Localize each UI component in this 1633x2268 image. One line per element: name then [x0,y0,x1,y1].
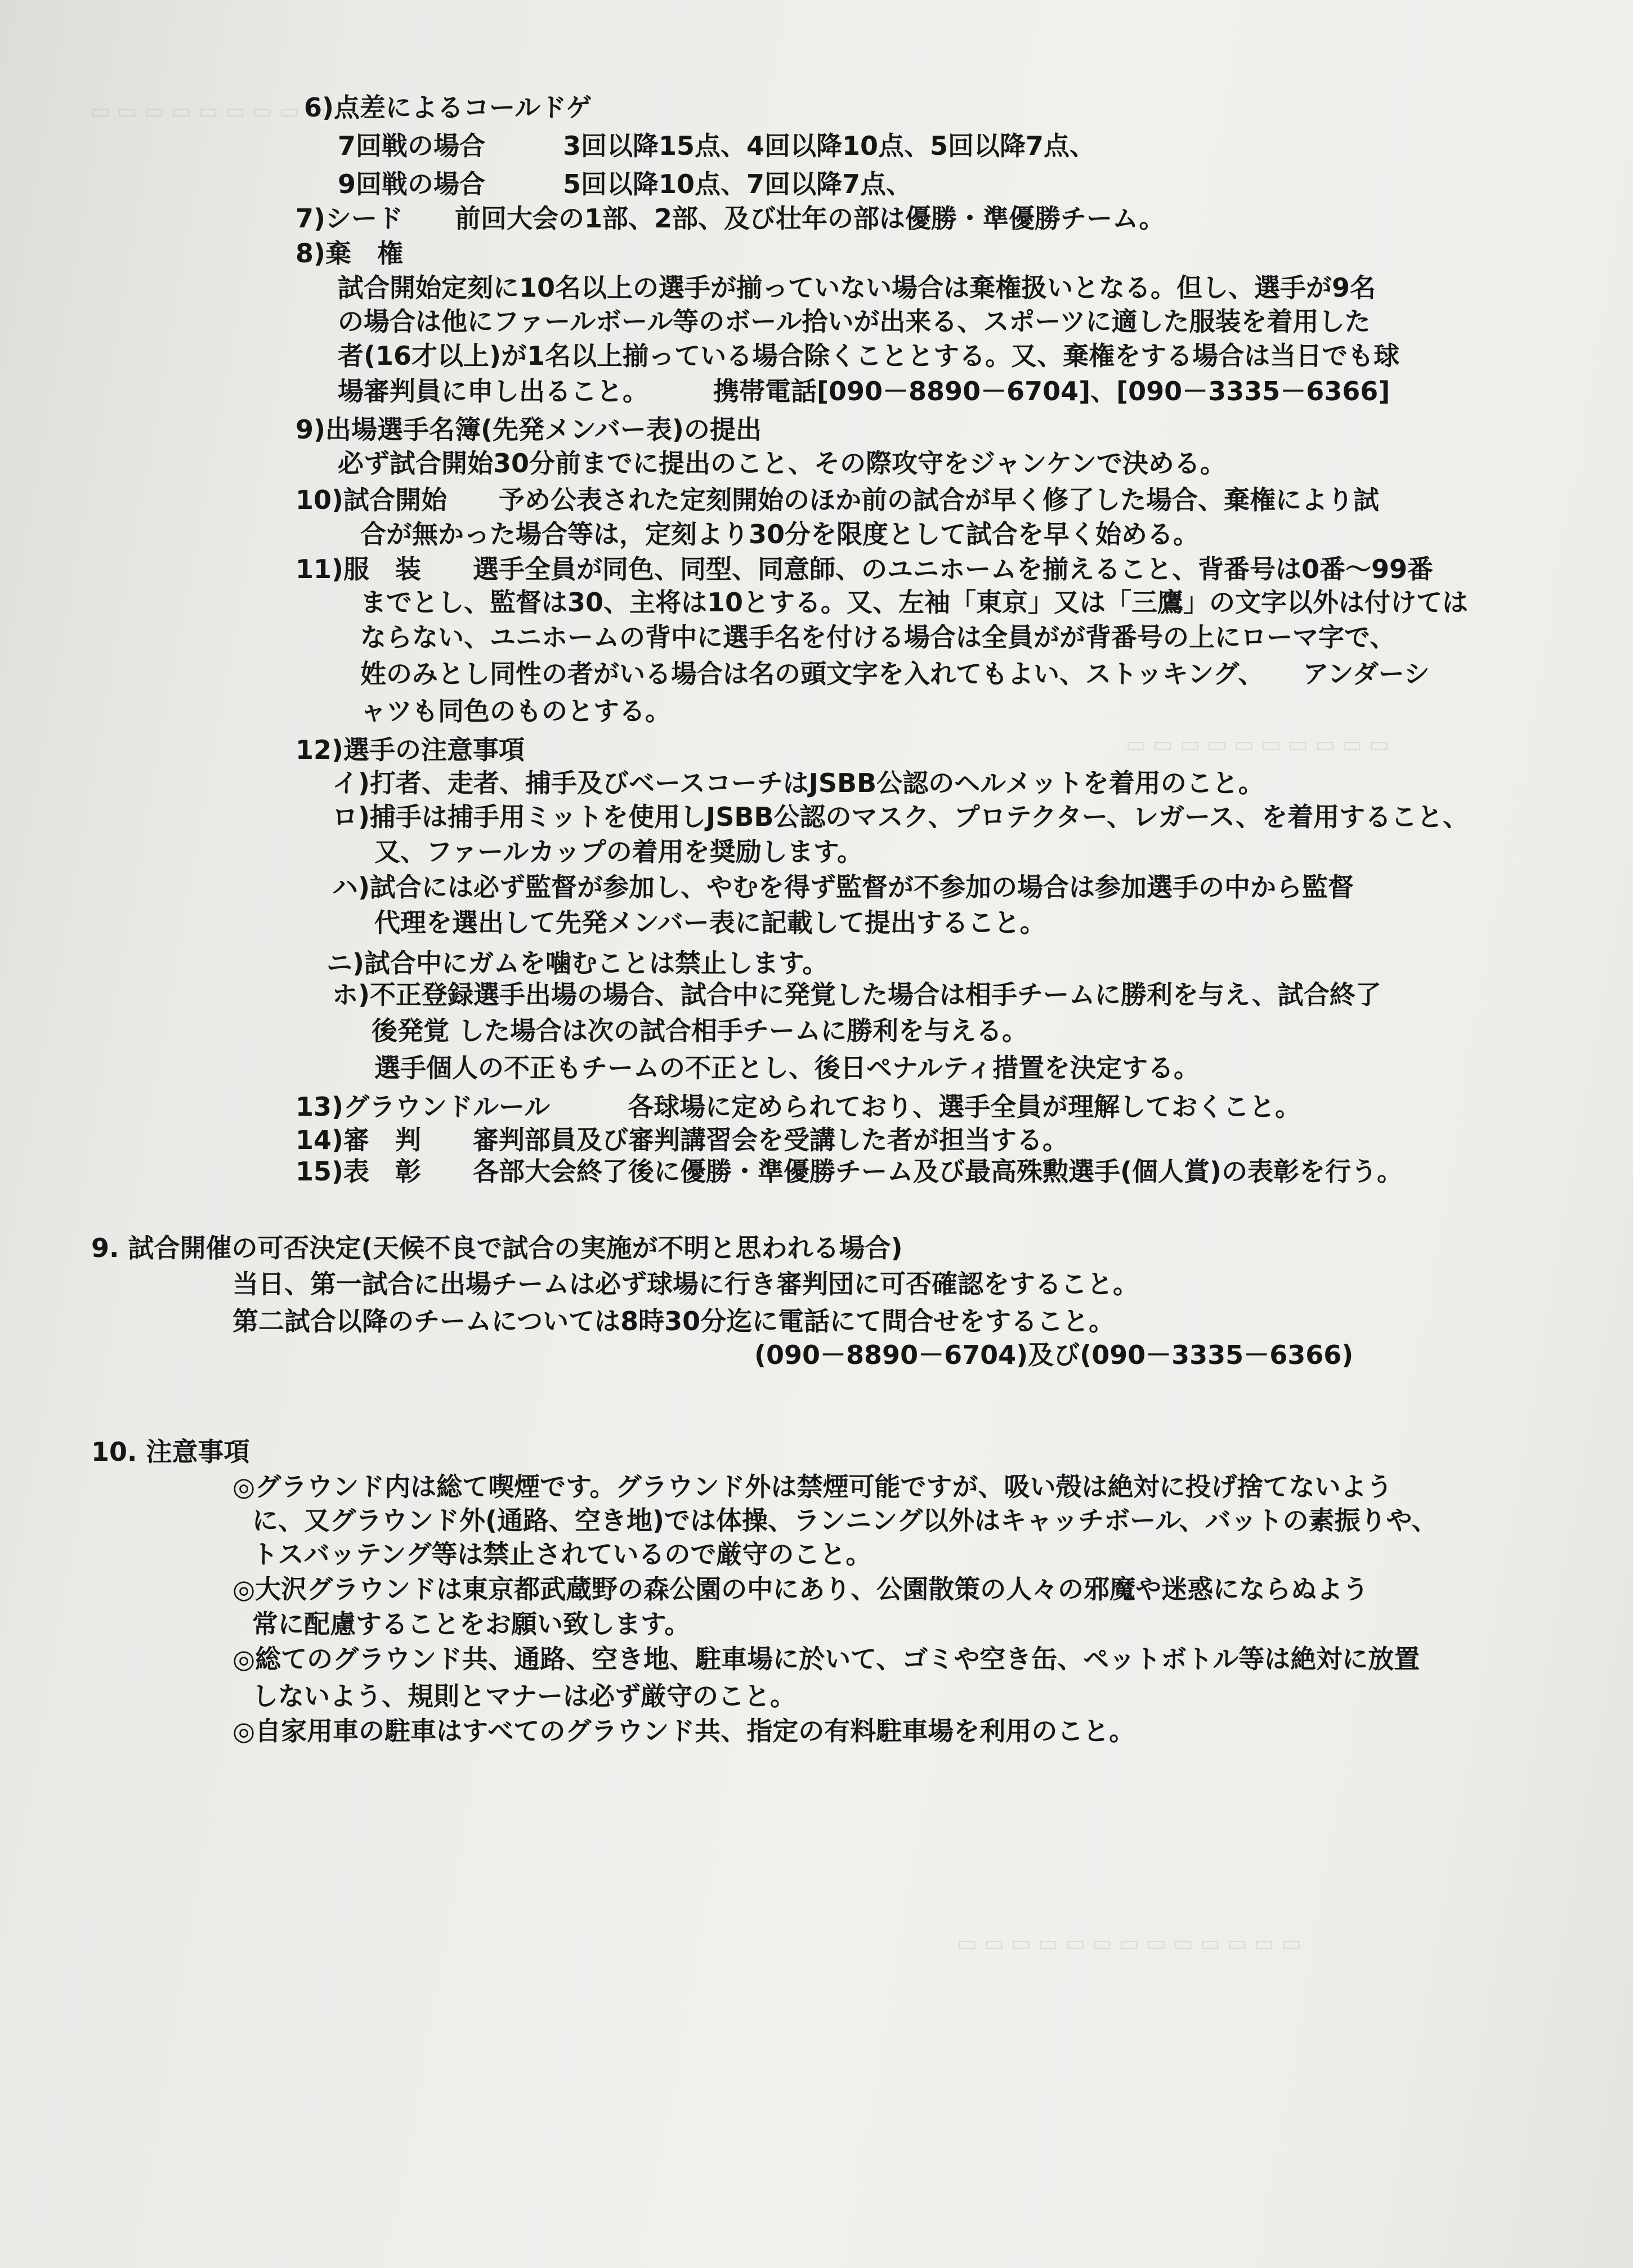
doc-line: ニ)試合中にガムを噛むことは禁止します。 [326,948,829,978]
doc-line: 場審判員に申し出ること。 携帯電話[090－8890－6704]、[090－3335－6366] [338,376,1390,406]
doc-line: 7)シード 前回大会の1部、2部、及び壮年の部は優勝・準優勝チーム。 [296,203,1165,234]
doc-line: (090－8890－6704)及び(090－3335－6366) [754,1340,1354,1370]
doc-line: 13)グラウンドルール 各球場に定められており、選手全員が理解しておくこと。 [296,1091,1301,1122]
doc-line: 又、ファールカップの着用を奨励します。 [374,836,864,867]
doc-line: 8)棄 権 [296,238,404,269]
doc-line: ロ)捕手は捕手用ミットを使用しJSBB公認のマスク、プロテクター、レガース、を着用すること、 [332,802,1469,832]
doc-line: 7回戦の場合 3回以降15点、4回以降10点、5回以降7点、 [338,131,1096,161]
doc-line: ◎自家用車の駐車はすべてのグラウンド共、指定の有料駐車場を利用のこと。 [232,1716,1135,1746]
doc-line: 試合開始定刻に10名以上の選手が揃っていない場合は棄権扱いとなる。但し、選手が9名 [338,272,1376,303]
doc-line: ◎大沢グラウンドは東京都武蔵野の森公園の中にあり、公園散策の人々の邪魔や迷惑にならぬよう [232,1574,1369,1604]
section-heading: 10. 注意事項 [91,1437,250,1467]
doc-line: 9)出場選手名簿(先発メンバー表)の提出 [296,414,762,445]
doc-line: 14)審 判 審判部員及び審判講習会を受講した者が担当する。 [296,1125,1069,1155]
doc-line: 12)選手の注意事項 [296,735,525,765]
doc-line: しないよう、規則とマナーは必ず厳守のこと。 [252,1681,796,1711]
doc-line: ◎グラウンド内は総て喫煙です。グラウンド外は禁煙可能ですが、吸い殻は絶対に投げ捨てないよう [232,1471,1393,1502]
doc-line: 者(16才以上)が1名以上揃っている場合除くこととする。又、棄権をする場合は当日でも球 [338,341,1400,371]
doc-line: 合が無かった場合等は，定刻より30分を限度として試合を早く始める。 [360,519,1200,549]
doc-line: ホ)不正登録選手出場の場合、試合中に発覚した場合は相手チームに勝利を与え、試合終了 [332,979,1381,1010]
doc-line: 当日、第一試合に出場チームは必ず球場に行き審判団に可否確認をすること。 [232,1269,1139,1299]
doc-line: 第二試合以降のチームについては8時30分迄に電話にて問合せをすること。 [232,1306,1115,1336]
section-heading: 9. 試合開催の可否決定(天候不良で試合の実施が不明と思われる場合) [91,1233,903,1263]
doc-line: 選手個人の不正もチームの不正とし、後日ペナルティ措置を決定する。 [374,1053,1200,1083]
doc-line: ハ)試合には必ず監督が参加し、やむを得ず監督が不参加の場合は参加選手の中から監督 [332,872,1354,902]
doc-line: ならない、ユニホームの背中に選手名を付ける場合は全員がが背番号の上にローマ字で、 [360,622,1396,652]
doc-line: 10)試合開始 予め公表された定刻開始のほか前の試合が早く修了した場合、棄権により試 [296,485,1380,515]
doc-line: トスバッテング等は禁止されているので厳守のこと。 [252,1539,872,1569]
doc-line: 常に配慮することをお願い致します。 [252,1609,691,1639]
doc-line: ャツも同色のものとする。 [360,696,671,726]
show-through-text: ▭ ▭ ▭ ▭ ▭ ▭ ▭ ▭ ▭ ▭ [1126,732,1389,757]
doc-line: 代理を選出して先発メンバー表に記載して提出すること。 [374,907,1046,938]
show-through-text: ▭ ▭ ▭ ▭ ▭ ▭ ▭ ▭ ▭ ▭ ▭ ▭ ▭ [957,1931,1301,1956]
doc-line: 11)服 装 選手全員が同色、同型、同意師、のユニホームを揃えること、背番号は0番～99番 [296,554,1434,584]
doc-line: 15)表 彰 各部大会終了後に優勝・準優勝チーム及び最高殊勲選手(個人賞)の表彰を行う。 [296,1156,1403,1187]
doc-line: 姓のみとし同性の者がいる場合は名の頭文字を入れてもよい、ストッキング、 アンダーシ [360,659,1430,689]
doc-line: に、又グラウンド外(通路、空き地)では体操、ランニング以外はキャッチボール、バットの素振りや、 [252,1505,1438,1536]
doc-line: までとし、監督は30、主将は10とする。又、左袖「東京」又は「三鷹」の文字以外は付けては [360,587,1469,618]
doc-line: 9回戦の場合 5回以降10点、7回以降7点、 [338,169,912,199]
doc-line: の場合は他にファールボール等のボール拾いが出来る、スポーツに適した服装を着用した [338,306,1371,337]
doc-line: ◎総てのグラウンド共、通路、空き地、駐車場に於いて、ゴミや空き缶、ペットボトル等は絶対に放置 [232,1644,1420,1674]
doc-line: イ)打者、走者、捕手及びベースコーチはJSBB公認のヘルメットを着用のこと。 [332,768,1264,798]
doc-line: 6)点差によるコールドゲ [304,92,592,123]
doc-line: 必ず試合開始30分前までに提出のこと、その際攻守をジャンケンで決める。 [338,448,1226,478]
doc-line: 後発覚 した場合は次の試合相手チームに勝利を与える。 [372,1016,1028,1046]
show-through-text: ▭ ▭ ▭ ▭ ▭ ▭ ▭ ▭ ▭ [90,99,326,123]
